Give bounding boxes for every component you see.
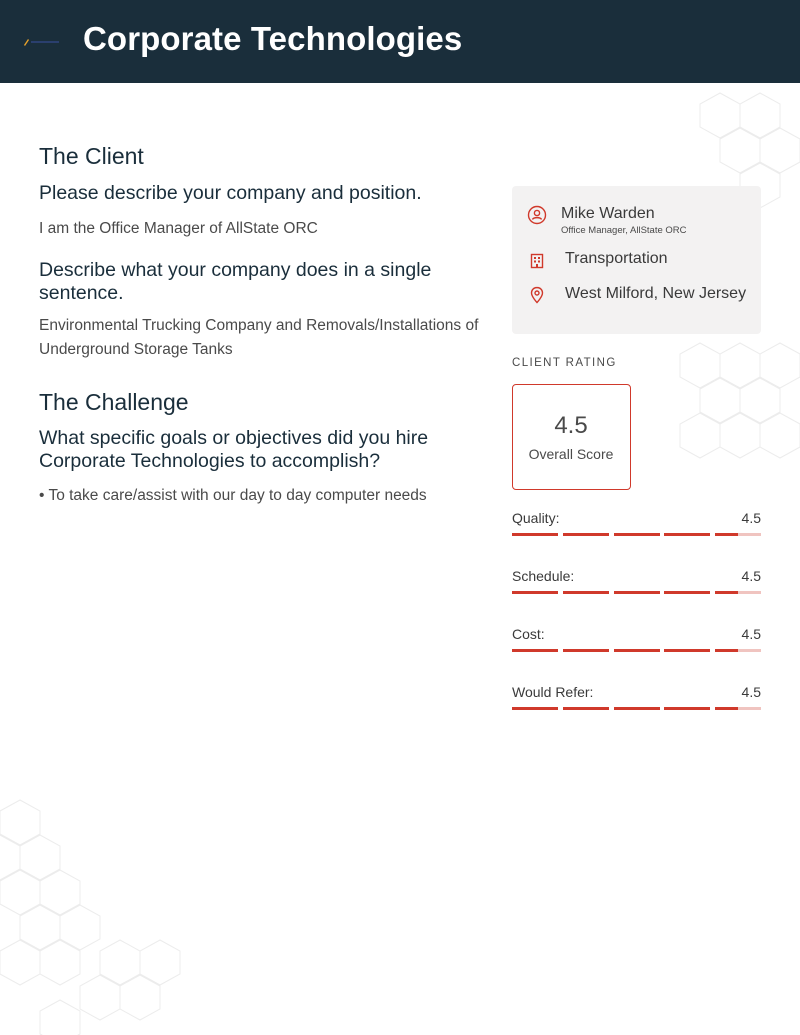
rating-bar-segment: [563, 591, 609, 594]
rating-bar-segment: [563, 649, 609, 652]
rating-bar-segment-fill: [664, 649, 710, 652]
rating-bar-segment-fill: [715, 649, 738, 652]
metric-label: Cost:: [512, 626, 545, 642]
rating-bar-segment-fill: [614, 533, 660, 536]
rating-metric-would-refer: [512, 684, 761, 714]
location-pin-icon: [527, 285, 547, 305]
overall-score-value: 4.5: [554, 412, 588, 439]
client-answer-2: Environmental Trucking Company and Removals/Installations of Underground Storage Tanks: [39, 317, 479, 358]
rating-bar-segment-fill: [664, 533, 710, 536]
metric-label: Schedule:: [512, 568, 575, 584]
case-study-content: [39, 143, 494, 508]
client-name: Mike Warden: [561, 205, 655, 222]
metric-value: 4.5: [741, 684, 761, 700]
challenge-question-1: What specific goals or objectives did you hire Corporate Technologies to accomplish?: [39, 427, 429, 472]
rating-bar-segment: [715, 591, 761, 594]
rating-bar-segment-fill: [563, 591, 609, 594]
client-rating-heading: CLIENT RATING: [512, 357, 617, 369]
client-industry: Transportation: [565, 250, 668, 267]
client-question-2: Describe what your company does in a single sentence.: [39, 259, 432, 304]
rating-bar-segment: [614, 533, 660, 536]
overall-score-label: Overall Score: [528, 446, 614, 462]
rating-bar-segment-fill: [563, 533, 609, 536]
corporate-technologies-logo: [22, 36, 66, 48]
metric-rating-bar: [512, 533, 761, 536]
client-question-1: Please describe your company and position.: [39, 182, 422, 204]
rating-bar-segment-fill: [563, 707, 609, 710]
metric-rating-bar: [512, 649, 761, 652]
rating-bar-segment: [563, 533, 609, 536]
rating-bar-segment-fill: [614, 707, 660, 710]
rating-bar-segment-fill: [512, 591, 558, 594]
rating-bar-segment: [512, 707, 558, 710]
rating-bar-segment: [664, 533, 710, 536]
rating-bar-segment: [664, 649, 710, 652]
rating-metric-quality: [512, 510, 761, 540]
rating-bar-segment: [664, 707, 710, 710]
rating-bar-segment: [614, 707, 660, 710]
rating-metric-cost: [512, 626, 761, 656]
rating-bar-segment: [715, 707, 761, 710]
rating-metric-schedule: [512, 568, 761, 598]
challenge-answer-1: • To take care/assist with our day to day computer needs: [39, 487, 427, 504]
metric-rating-bar: [512, 707, 761, 710]
rating-bar-segment: [512, 649, 558, 652]
rating-bar-segment: [664, 591, 710, 594]
rating-bar-segment-fill: [715, 591, 738, 594]
metric-value: 4.5: [741, 510, 761, 526]
background-pattern-bottom-left: [0, 790, 200, 1035]
rating-bar-segment: [614, 591, 660, 594]
rating-bar-segment-fill: [512, 649, 558, 652]
rating-bar-segment: [715, 649, 761, 652]
client-section-title: The Client: [39, 143, 144, 169]
rating-bar-segment-fill: [512, 707, 558, 710]
page-title: Corporate Technologies: [83, 20, 463, 57]
client-answer-1: I am the Office Manager of AllState ORC: [39, 220, 318, 237]
rating-bar-segment-fill: [614, 649, 660, 652]
rating-bar-segment-fill: [563, 649, 609, 652]
metric-value: 4.5: [741, 568, 761, 584]
overall-score-box: [512, 384, 631, 490]
rating-bar-segment-fill: [664, 707, 710, 710]
challenge-section-title: The Challenge: [39, 389, 189, 415]
rating-bar-segment: [512, 533, 558, 536]
rating-bar-segment-fill: [512, 533, 558, 536]
rating-bar-segment-fill: [715, 533, 738, 536]
rating-bar-segment-fill: [614, 591, 660, 594]
rating-bar-segment: [715, 533, 761, 536]
metric-value: 4.5: [741, 626, 761, 642]
building-icon: [527, 251, 547, 271]
person-icon: [527, 205, 547, 225]
metric-label: Quality:: [512, 510, 560, 526]
client-position: Office Manager, AllState ORC: [561, 225, 687, 236]
metric-rating-bar: [512, 591, 761, 594]
metric-label: Would Refer:: [512, 684, 594, 700]
rating-bar-segment: [614, 649, 660, 652]
rating-bar-segment: [512, 591, 558, 594]
rating-bar-segment-fill: [664, 591, 710, 594]
client-location: West Milford, New Jersey: [565, 285, 747, 302]
rating-bar-segment: [563, 707, 609, 710]
rating-bar-segment-fill: [715, 707, 738, 710]
client-info-card: [512, 186, 761, 334]
page-header: [0, 0, 800, 83]
